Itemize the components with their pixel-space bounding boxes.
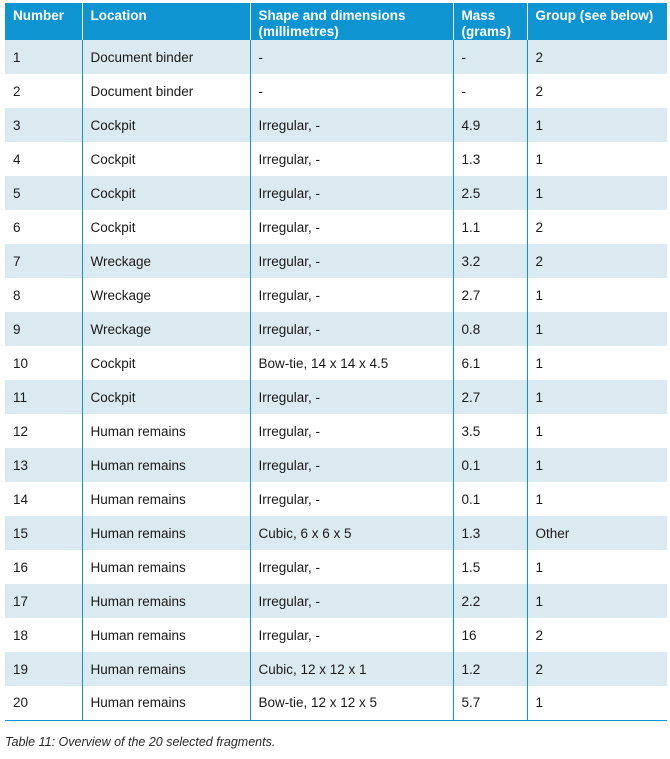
cell-mass: 0.1 [453,448,527,482]
cell-location: Human remains [82,448,250,482]
cell-shape: Bow-tie, 14 x 14 x 4.5 [250,346,453,380]
cell-group: 2 [527,210,667,244]
cell-group: 1 [527,380,667,414]
cell-number: 20 [5,686,82,720]
cell-mass: 1.2 [453,652,527,686]
cell-shape: Irregular, - [250,482,453,516]
cell-location: Cockpit [82,346,250,380]
table-row [5,550,667,584]
cell-group: 1 [527,414,667,448]
cell-shape: Irregular, - [250,278,453,312]
cell-shape: Bow-tie, 12 x 12 x 5 [250,686,453,720]
cell-location: Human remains [82,550,250,584]
cell-location: Cockpit [82,380,250,414]
cell-group: 1 [527,142,667,176]
table-row [5,346,667,380]
cell-number: 17 [5,584,82,618]
cell-shape: Irregular, - [250,550,453,584]
cell-mass: 1.3 [453,516,527,550]
cell-number: 4 [5,142,82,176]
cell-number: 7 [5,244,82,278]
cell-number: 18 [5,618,82,652]
table-row [5,618,667,652]
cell-location: Human remains [82,584,250,618]
cell-shape: Irregular, - [250,244,453,278]
cell-group: 1 [527,550,667,584]
cell-number: 5 [5,176,82,210]
cell-group: 2 [527,244,667,278]
fragments-table [5,3,667,721]
cell-number: 11 [5,380,82,414]
cell-group: 1 [527,584,667,618]
table-caption: Table 11: Overview of the 20 selected fragments. [5,735,276,749]
cell-mass: - [453,40,527,74]
cell-group: 1 [527,482,667,516]
cell-shape: Irregular, - [250,108,453,142]
cell-location: Human remains [82,414,250,448]
cell-number: 1 [5,40,82,74]
cell-mass: 2.7 [453,278,527,312]
cell-group: 1 [527,176,667,210]
cell-location: Human remains [82,618,250,652]
cell-number: 3 [5,108,82,142]
cell-group: 1 [527,448,667,482]
table-row [5,312,667,346]
header-row [5,3,667,40]
cell-group: 1 [527,108,667,142]
cell-mass: 5.7 [453,686,527,720]
header-mass: Mass (grams) [453,3,527,40]
cell-mass: 2.5 [453,176,527,210]
table-row [5,176,667,210]
table-row [5,210,667,244]
header-number: Number [5,3,82,40]
cell-number: 8 [5,278,82,312]
table-row [5,686,667,720]
cell-number: 9 [5,312,82,346]
cell-group: 2 [527,40,667,74]
cell-location: Wreckage [82,312,250,346]
cell-group: 2 [527,618,667,652]
cell-shape: Irregular, - [250,210,453,244]
cell-mass: 6.1 [453,346,527,380]
cell-mass: 3.2 [453,244,527,278]
table-row [5,380,667,414]
header-shape-dimensions: Shape and dimensions (millimetres) [250,3,453,40]
cell-shape: Irregular, - [250,176,453,210]
cell-number: 15 [5,516,82,550]
cell-location: Wreckage [82,278,250,312]
cell-shape: Irregular, - [250,380,453,414]
cell-group: Other [527,516,667,550]
cell-location: Cockpit [82,176,250,210]
cell-location: Cockpit [82,142,250,176]
table-row [5,244,667,278]
fragments-table-container [5,3,667,721]
cell-location: Cockpit [82,108,250,142]
cell-shape: Irregular, - [250,414,453,448]
cell-shape: Cubic, 6 x 6 x 5 [250,516,453,550]
cell-shape: - [250,40,453,74]
cell-mass: 0.8 [453,312,527,346]
cell-shape: Irregular, - [250,142,453,176]
cell-group: 2 [527,74,667,108]
table-row [5,482,667,516]
cell-group: 1 [527,686,667,720]
cell-number: 14 [5,482,82,516]
cell-location: Document binder [82,40,250,74]
table-body [5,40,667,720]
cell-mass: 1.1 [453,210,527,244]
cell-shape: Cubic, 12 x 12 x 1 [250,652,453,686]
header-location: Location [82,3,250,40]
table-header [5,3,667,40]
cell-number: 13 [5,448,82,482]
cell-group: 2 [527,652,667,686]
cell-location: Human remains [82,686,250,720]
cell-mass: 1.3 [453,142,527,176]
table-row [5,108,667,142]
table-row [5,516,667,550]
cell-shape: Irregular, - [250,312,453,346]
table-row [5,278,667,312]
cell-location: Human remains [82,482,250,516]
cell-number: 19 [5,652,82,686]
table-row [5,40,667,74]
cell-number: 2 [5,74,82,108]
table-row [5,142,667,176]
cell-mass: 1.5 [453,550,527,584]
table-row [5,584,667,618]
cell-number: 16 [5,550,82,584]
cell-mass: 0.1 [453,482,527,516]
cell-shape: Irregular, - [250,618,453,652]
cell-mass: 4.9 [453,108,527,142]
cell-mass: - [453,74,527,108]
cell-location: Wreckage [82,244,250,278]
cell-shape: Irregular, - [250,448,453,482]
table-row [5,74,667,108]
cell-mass: 2.2 [453,584,527,618]
cell-mass: 16 [453,618,527,652]
table-row [5,448,667,482]
cell-group: 1 [527,278,667,312]
cell-number: 6 [5,210,82,244]
cell-mass: 3.5 [453,414,527,448]
header-group: Group (see below) [527,3,667,40]
table-row [5,414,667,448]
cell-location: Cockpit [82,210,250,244]
cell-location: Human remains [82,516,250,550]
cell-group: 1 [527,312,667,346]
cell-location: Document binder [82,74,250,108]
cell-location: Human remains [82,652,250,686]
cell-number: 10 [5,346,82,380]
cell-group: 1 [527,346,667,380]
cell-number: 12 [5,414,82,448]
table-row [5,652,667,686]
cell-shape: Irregular, - [250,584,453,618]
cell-mass: 2.7 [453,380,527,414]
cell-shape: - [250,74,453,108]
